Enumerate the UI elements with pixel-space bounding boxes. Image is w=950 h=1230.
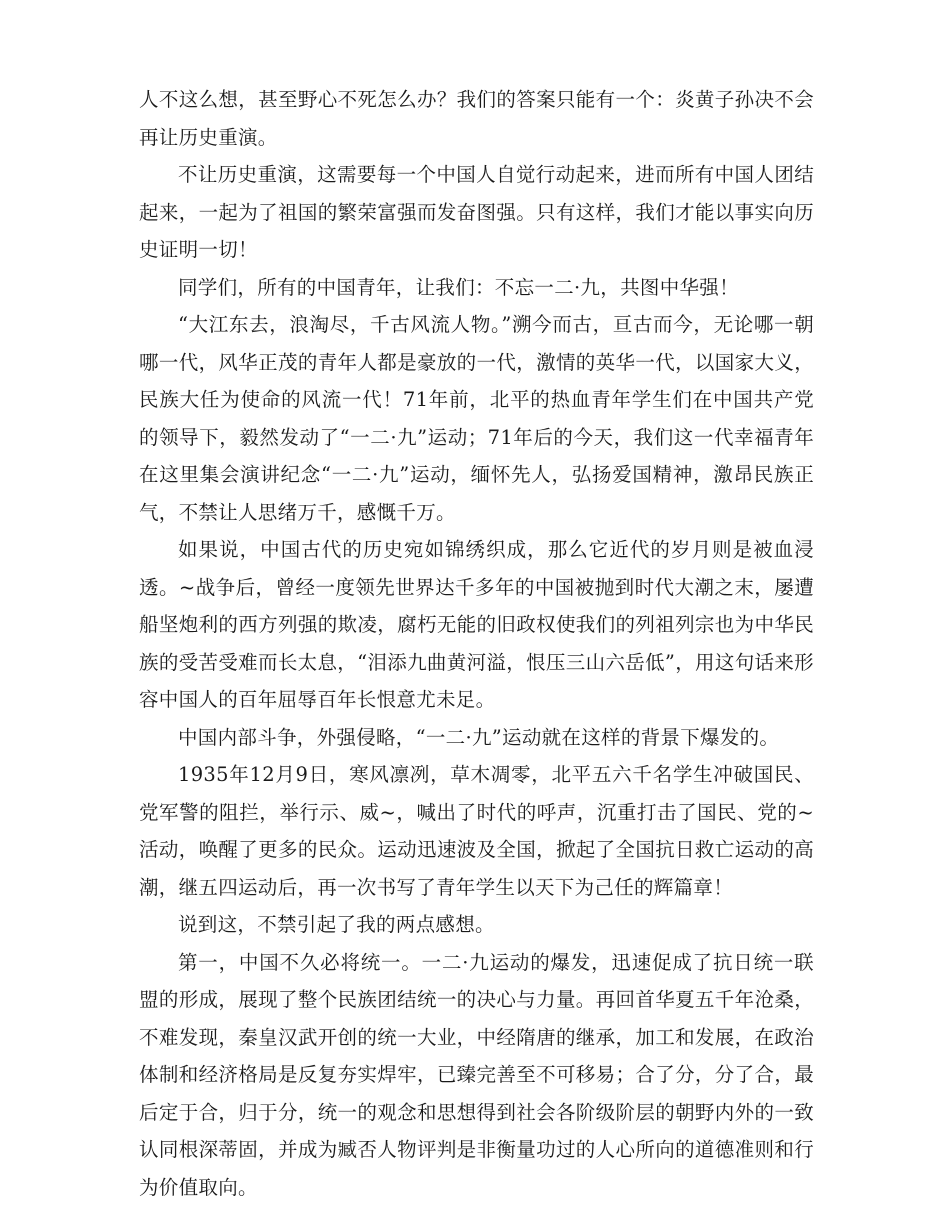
paragraph-6: 中国内部斗争，外强侵略，“一二·九”运动就在这样的背景下爆发的。 (178, 725, 780, 749)
paragraph-5: 如果说，中国古代的历史宛如锦绣织成，那么它近代的岁月则是被血浸透。~战争后，曾经一度领先世界达千多年的中国被抛到时代大潮之末，屡遭船坚炮利的西方列强的欺凌，腐朽无能的旧政权使我们的列祖列宗也为中华民族的受苦受难而长太息，“泪添九曲黄河溢，恨压三山六岳低”，用这句话来形容中国人的百年屈辱百年长恨意尤未足。 (139, 538, 814, 711)
document-body (139, 81, 814, 1206)
paragraph-4: “大江东去，浪淘尽，千古风流人物。”溯今而古，亘古而今，无论哪一朝哪一代，风华正茂的青年人都是豪放的一代，激情的英华一代，以国家大义，民族大任为使命的风流一代！71年前，北平的热血青年学生们在中国共产党的领导下，毅然发动了“一二·九”运动；71年后的今天，我们这一代幸福青年在这里集会演讲纪念“一二·九”运动，缅怀先人，弘扬爱国精神，激昂民族正气，不禁让人思绪万千，感慨千万。 (139, 313, 814, 524)
paragraph-9: 第一，中国不久必将统一。一二·九运动的爆发，迅速促成了抗日统一联盟的形成，展现了整个民族团结统一的决心与力量。再回首华夏五千年沧桑，不难发现，秦皇汉武开创的统一大业，中经隋唐的继承，加工和发展，在政治体制和经济格局是反复夯实焊牢，已臻完善至不可移易；合了分，分了合，最后定于合，归于分，统一的观念和思想得到社会各阶级阶层的朝野内外的一致认同根深蒂固，并成为臧否人物评判是非衡量功过的人心所向的道德准则和行为价值取向。 (139, 950, 814, 1199)
paragraph-8: 说到这，不禁引起了我的两点感想。 (178, 913, 495, 936)
paragraph-3: 同学们，所有的中国青年，让我们：不忘一二·九，共图中华强！ (178, 275, 739, 299)
paragraph-1: 人不这么想，甚至野心不死怎么办？我们的答案只能有一个：炎黄子孙决不会再让历史重演。 (139, 88, 814, 149)
paragraph-2: 不让历史重演，这需要每一个中国人自觉行动起来，进而所有中国人团结起来，一起为了祖国的繁荣富强而发奋图强。只有这样，我们才能以事实向历史证明一切！ (139, 163, 814, 261)
paragraph-7: 1935年12月9日，寒风凛冽，草木凋零，北平五六千名学生冲破国民、党军警的阻拦，举行示、威~，喊出了时代的呼声，沉重打击了国民、党的~活动，唤醒了更多的民众。运动迅速波及全国，掀起了全国抗日救亡运动的高潮，继五四运动后，再一次书写了青年学生以天下为己任的辉篇章！ (139, 763, 814, 899)
